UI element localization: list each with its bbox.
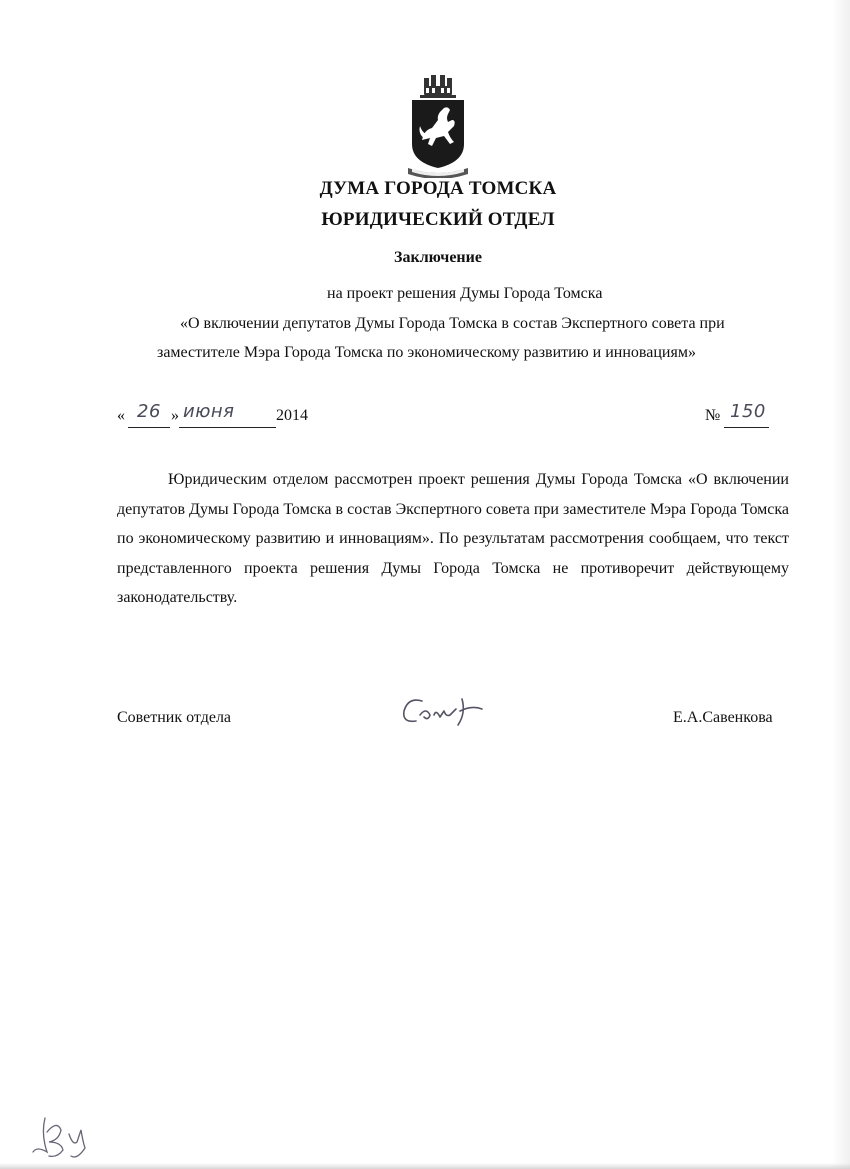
date-month-underline xyxy=(179,427,276,428)
signer-role: Советник отдела xyxy=(117,709,232,726)
number-value-handwritten: 150 xyxy=(730,401,766,422)
org-name-line2: ЮРИДИЧЕСКИЙ ОТДЕЛ xyxy=(321,209,555,230)
number-underline xyxy=(724,427,769,428)
date-close-quote: » xyxy=(171,407,179,424)
conclusion-body-text: Юридическим отделом рассмотрен проект решения Думы Города Томска «О включении депутатов Думы Города Томска в состав Экспертного совета при заместителе Мэра Города Томска по экономическому развитию и инновациям». По результатам рассмотрения сообщаем, что текст представленного проекта решения Думы Города Томска не противоречит действующему законодательству. xyxy=(117,471,789,607)
document-number xyxy=(700,403,790,429)
handwritten-signature-icon xyxy=(396,693,492,733)
document-type-title: Заключение xyxy=(394,249,482,266)
date-month-handwritten: июня xyxy=(183,401,235,422)
date-year: 2014 xyxy=(276,407,308,424)
number-label: № xyxy=(705,407,721,424)
date-open-quote: « xyxy=(117,407,125,424)
subject-line-1: на проект решения Думы Города Томска xyxy=(327,285,603,302)
subject-line-2: «О включении депутатов Думы Города Томска в состав Экспертного совета при xyxy=(180,315,725,332)
date-day-handwritten: 26 xyxy=(137,401,161,422)
org-name-line1: ДУМА ГОРОДА ТОМСКА xyxy=(319,178,557,199)
signer-name: Е.А.Савенкова xyxy=(673,709,773,726)
document-date xyxy=(117,403,317,429)
subject-line-3: заместителе Мэра Города Томска по экономическому развитию и инновациям» xyxy=(157,344,696,361)
handwritten-initials-icon xyxy=(27,1112,95,1162)
scan-bottom-edge xyxy=(0,1163,850,1169)
date-day-underline xyxy=(128,427,170,428)
scan-edge-shadow xyxy=(832,0,850,1169)
tomsk-emblem-icon xyxy=(404,74,472,178)
